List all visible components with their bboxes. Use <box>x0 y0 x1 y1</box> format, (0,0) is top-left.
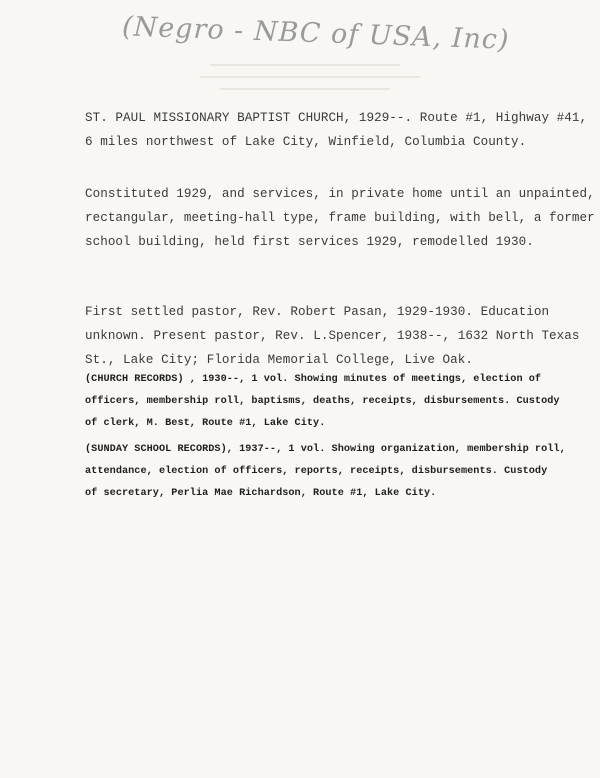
church-heading-paragraph <box>85 106 588 154</box>
text-line: of secretary, Perlia Mae Richardson, Route #1, Lake City. <box>85 488 437 499</box>
bleed-through-mark <box>210 64 400 66</box>
pastor-paragraph <box>85 300 580 372</box>
text-line: (CHURCH RECORDS) , 1930--, 1 vol. Showing minutes of meetings, election of <box>85 374 542 385</box>
text-line: ST. PAUL MISSIONARY BAPTIST CHURCH, 1929--. Route #1, Highway #41, <box>85 111 588 125</box>
history-paragraph <box>85 182 595 254</box>
text-line: 6 miles northwest of Lake City, Winfield, Columbia County. <box>85 135 527 149</box>
text-line: school building, held first services 1929, remodelled 1930. <box>85 235 534 249</box>
bleed-through-mark <box>220 88 390 90</box>
text-line: rectangular, meeting-hall type, frame building, with bell, a former <box>85 211 595 225</box>
handwritten-annotation: (Negro - NBC of USA, Inc) <box>121 11 510 56</box>
text-line: Constituted 1929, and services, in private home until an unpainted, <box>85 187 595 201</box>
text-line: attendance, election of officers, reports, receipts, disbursements. Custody <box>85 466 548 477</box>
text-line: First settled pastor, Rev. Robert Pasan, 1929-1930. Education <box>85 305 550 319</box>
text-line: of clerk, M. Best, Route #1, Lake City. <box>85 418 326 429</box>
bleed-through-mark <box>200 76 420 78</box>
church-records-paragraph <box>85 369 575 435</box>
text-line: (SUNDAY SCHOOL RECORDS), 1937--, 1 vol. Showing organization, membership roll, <box>85 444 566 455</box>
text-line: unknown. Present pastor, Rev. L.Spencer, 1938--, 1632 North Texas <box>85 329 580 343</box>
sunday-school-records-paragraph <box>85 439 575 505</box>
text-line: officers, membership roll, baptisms, deaths, receipts, disbursements. Custody <box>85 396 560 407</box>
text-line: St., Lake City; Florida Memorial College, Live Oak. <box>85 353 473 367</box>
